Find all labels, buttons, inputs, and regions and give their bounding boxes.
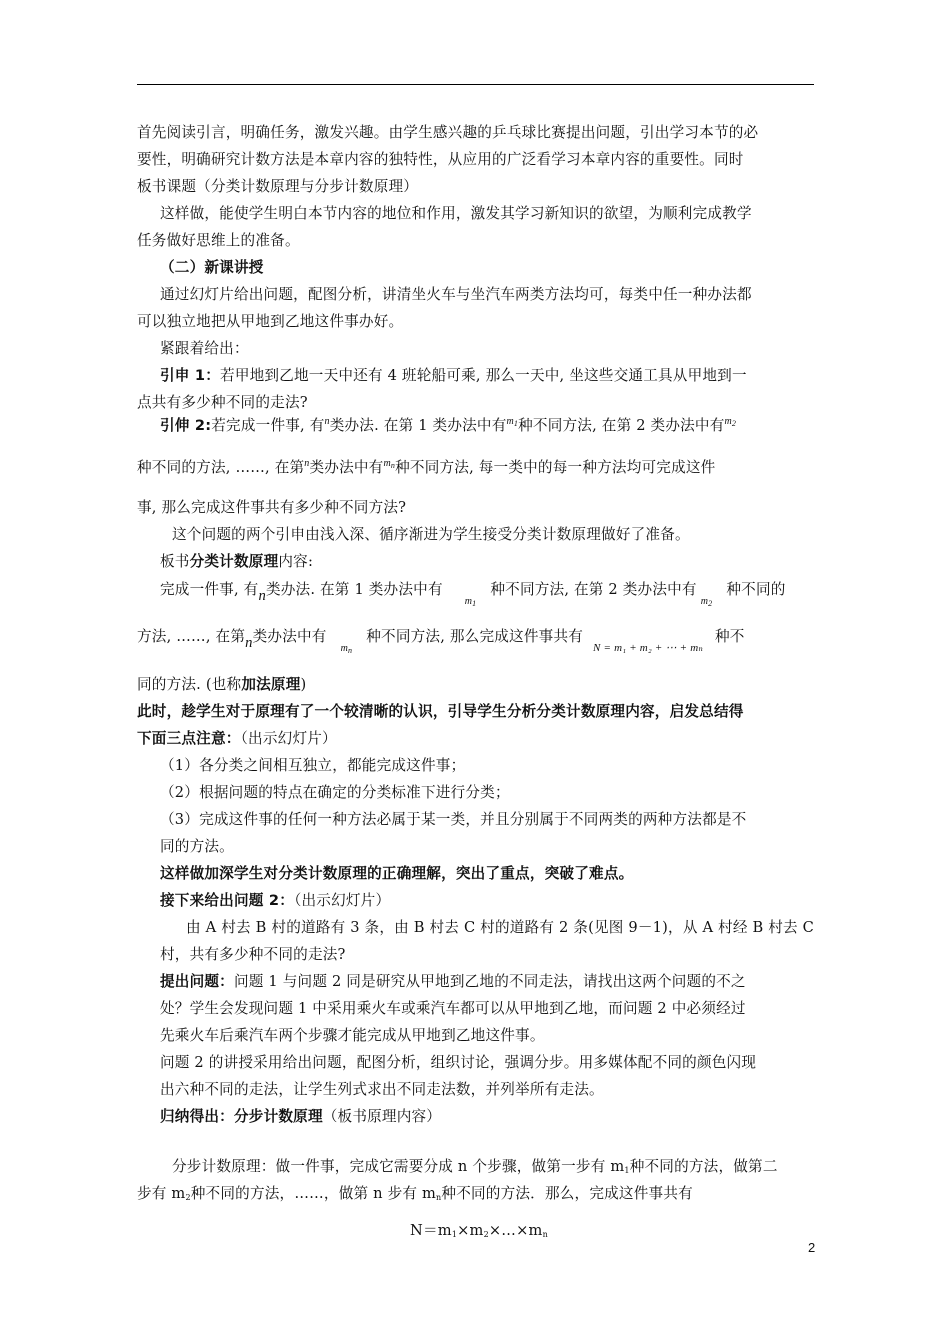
- text-line: [160, 973, 746, 991]
- extension-2: [160, 410, 736, 438]
- subscript: n: [542, 1230, 548, 1239]
- math-m: m: [700, 596, 709, 607]
- math-n: n: [304, 458, 310, 469]
- math-sub: 2: [708, 599, 713, 608]
- text-line: 可以独立地把从甲地到乙地这件事办好。: [137, 313, 404, 330]
- text: 种不同方法, 在第 2 类办法中有: [518, 417, 725, 434]
- math-m1: [465, 596, 477, 607]
- subscript: 1: [451, 1230, 458, 1239]
- term-addition-principle: 加法原理: [241, 676, 301, 693]
- text: 问题 1 与问题 2 同是研究从甲地到乙地的不同走法，请找出这两个问题的不之: [233, 973, 746, 990]
- text-line: 这个问题的两个引申由浅入深、循序渐进为学生接受分类计数原理做好了准备。: [172, 526, 690, 543]
- extension-1: [160, 367, 747, 385]
- text: ×…×m: [488, 1222, 543, 1239]
- math-m2: [725, 416, 737, 427]
- text-line: 任务做好思维上的准备。: [137, 232, 300, 249]
- text: 种不同方法, 每一类中的每一种方法均可完成这件: [395, 459, 716, 476]
- text: 归纳得出：: [160, 1108, 234, 1125]
- text-line: 处？学生会发现问题 1 中采用乘火车或乘汽车都可以从甲地到乙地，而问题 2 中必须经过: [160, 1000, 746, 1017]
- math-m: m: [383, 458, 391, 469]
- text: （板书原理内容）: [322, 1108, 442, 1125]
- math-m: m: [506, 416, 514, 427]
- text-line: 先乘火车后乘汽车两个步骤才能完成从甲地到乙地这件事。: [160, 1027, 545, 1044]
- term-classification-principle: 分类计数原理: [189, 553, 279, 570]
- text: 种不同的方法，……，做第 n 步有 m: [190, 1185, 437, 1202]
- text-line: [137, 730, 337, 748]
- math-sub: 2: [731, 419, 737, 428]
- text: 接下来给出问题 2：: [160, 892, 294, 909]
- text-line: [160, 575, 786, 619]
- text: 种不同的方法．那么，完成这件事共有: [441, 1185, 693, 1202]
- math-m2: [701, 596, 713, 607]
- list-item: （2）根据问题的特点在确定的分类标准下进行分类；: [160, 784, 510, 801]
- text-line: 出六种不同的走法，让学生列式求出不同走法数，并列举所有走法。: [160, 1081, 604, 1098]
- math-mn: [383, 458, 395, 469]
- text-line: [137, 676, 306, 694]
- list-item: （1）各分类之间相互独立，都能完成这件事；: [160, 757, 466, 774]
- math-sub: 1: [513, 419, 519, 428]
- text-line: 要性，明确研究计数方法是本章内容的独特性，从应用的广泛看学习本章内容的重要性。同时: [137, 151, 744, 168]
- text: 种不同的: [726, 581, 786, 598]
- math-sub: 1: [472, 599, 477, 608]
- text: 种不同方法, 那么完成这件事共有: [366, 628, 584, 645]
- text-line: [172, 1158, 778, 1180]
- subscript: 2: [483, 1230, 489, 1239]
- text: 步有 m: [137, 1185, 186, 1202]
- math-n: n: [245, 635, 253, 651]
- text: 同的方法. (也称: [137, 676, 242, 693]
- text: ): [300, 676, 307, 693]
- text-line: 板书课题（分类计数原理与分步计数原理）: [137, 178, 419, 195]
- section-heading: （二）新课讲授: [160, 259, 264, 276]
- text: 若完成一件事, 有: [211, 417, 325, 434]
- text: 种不同的方法, ……, 在第: [137, 459, 305, 476]
- math-sub: n: [390, 461, 396, 470]
- sum-formula: N = m₁ + m₂ + ⋯ + mₙ: [593, 642, 703, 654]
- text-line: 问题 2 的讲授采用给出问题，配图分析，组织讨论，强调分步。用多媒体配不同的颜色闪现: [160, 1054, 757, 1071]
- text: 内容:: [278, 553, 314, 570]
- text-line: 紧跟着给出：: [160, 340, 249, 357]
- text: N＝m: [410, 1222, 452, 1239]
- text: 方法, ……, 在第: [137, 628, 246, 645]
- math-m: m: [340, 643, 349, 654]
- text-line: 通过幻灯片给出问题，配图分析，讲清坐火车与坐汽车两类方法均可，每类中任一种办法都: [160, 286, 752, 303]
- text-line: 由 A 村去 B 村的道路有 3 条，由 B 村去 C 村的道路有 2 条(见图 9－1)，从 A 村经 B 村去 C: [186, 919, 815, 936]
- text-line: 村，共有多少种不同的走法?: [160, 946, 346, 963]
- extension-2-label: 引伸 2:: [160, 417, 212, 434]
- math-sub: n: [348, 646, 353, 655]
- text: 板书: [160, 553, 190, 570]
- text: 下面三点注意：: [137, 730, 241, 747]
- text-line: [137, 452, 715, 480]
- text: 种不: [715, 628, 745, 645]
- subscript: 2: [185, 1193, 191, 1202]
- text-line: 这样做加深学生对分类计数原理的正确理解，突出了重点，突破了难点。: [160, 865, 634, 882]
- text: 种不同的方法，做第二: [629, 1158, 778, 1175]
- text: 类办法. 在第 1 类办法中有: [329, 417, 507, 434]
- math-n: n: [324, 416, 330, 427]
- text: 种不同方法, 在第 2 类办法中有: [490, 581, 697, 598]
- math-m: m: [464, 596, 473, 607]
- text-line: 事, 那么完成这件事共有多少种不同方法?: [137, 499, 407, 516]
- subscript: 1: [624, 1166, 630, 1175]
- math-m1: [507, 416, 519, 427]
- math-n: n: [258, 588, 266, 604]
- extension-1-text: 若甲地到乙地一天中还有 4 班轮船可乘, 那么一天中, 坐这些交通工具从甲地到一: [220, 367, 747, 384]
- math-mn: [341, 643, 353, 654]
- text-line: 首先阅读引言，明确任务，激发兴趣。由学生感兴趣的乒乓球比赛提出问题，引出学习本节的必: [137, 124, 759, 141]
- subscript: n: [436, 1193, 442, 1202]
- text: 分步计数原理：做一件事，完成它需要分成 n 个步骤，做第一步有 m: [172, 1158, 625, 1175]
- list-item: 同的方法。: [160, 838, 234, 855]
- extension-1-label: 引申 1：: [160, 367, 221, 384]
- page-number: 2: [808, 1240, 816, 1255]
- text: （出示幻灯片）: [294, 892, 391, 909]
- text: ×m: [457, 1222, 484, 1239]
- text-line: [160, 892, 390, 910]
- list-item: （3）完成这件事的任何一种方法必属于某一类，并且分别属于不同两类的两种方法都是不: [160, 811, 747, 828]
- term-step-principle: 分步计数原理: [233, 1108, 323, 1125]
- text-line: 点共有多少种不同的走法?: [137, 394, 308, 411]
- text: 类办法. 在第 1 类办法中有: [265, 581, 443, 598]
- text-line: [160, 553, 313, 571]
- header-rule: [137, 84, 814, 85]
- text: 类办法中有: [309, 459, 384, 476]
- text-line: [137, 1185, 693, 1207]
- math-m: m: [724, 416, 732, 427]
- text-line: [160, 1108, 441, 1126]
- text: （出示幻灯片）: [240, 730, 337, 747]
- text: 完成一件事, 有: [160, 581, 259, 598]
- product-formula: [410, 1222, 548, 1244]
- text: 提出问题：: [160, 973, 234, 990]
- text-line: [137, 622, 745, 666]
- text: 类办法中有: [252, 628, 327, 645]
- text-line: 此时，趁学生对于原理有了一个较清晰的认识，引导学生分析分类计数原理内容，启发总结得: [137, 703, 744, 720]
- text-line: 这样做，能使学生明白本节内容的地位和作用，激发其学习新知识的欲望，为顺利完成教学: [160, 205, 752, 222]
